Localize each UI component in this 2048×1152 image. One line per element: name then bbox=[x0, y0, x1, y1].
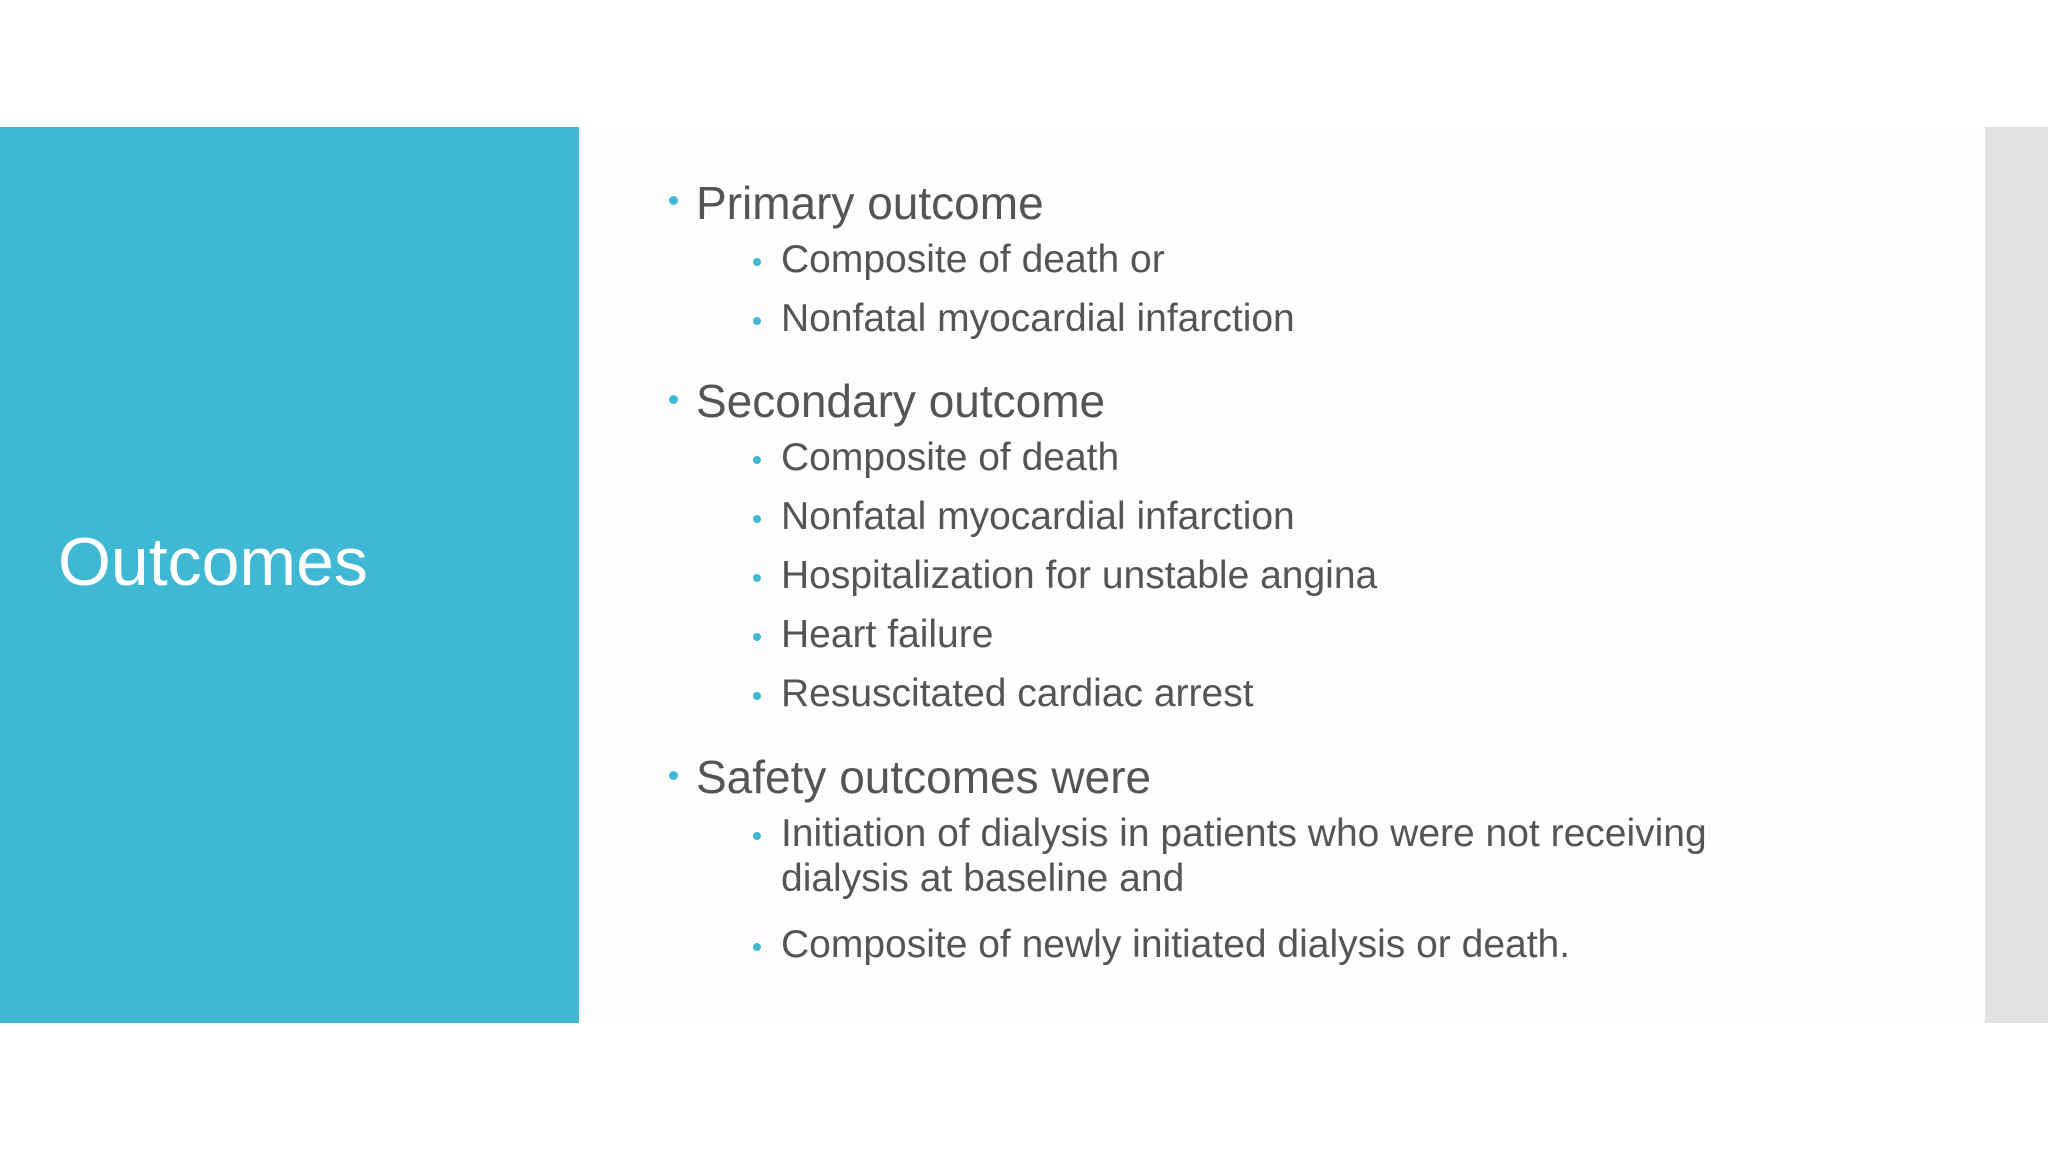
list-item: Composite of death bbox=[781, 436, 1120, 479]
list-item: Nonfatal myocardial infarction bbox=[781, 495, 1295, 538]
list-item: Composite of death or bbox=[781, 238, 1165, 281]
bullet-icon bbox=[669, 196, 678, 205]
bullet-icon bbox=[669, 395, 678, 404]
list-item: Hospitalization for unstable angina bbox=[781, 554, 1378, 597]
bullet-icon bbox=[753, 574, 761, 582]
list-item: Heart failure bbox=[781, 613, 994, 656]
bullet-icon bbox=[753, 943, 761, 951]
section-heading-secondary: Secondary outcome bbox=[696, 375, 1106, 427]
list-item: Composite of newly initiated dialysis or death. bbox=[781, 923, 1571, 966]
list-item: Initiation of dialysis in patients who were not receiving bbox=[781, 812, 1707, 855]
list-item-continuation: dialysis at baseline and bbox=[781, 857, 1185, 900]
bullet-icon bbox=[669, 771, 678, 780]
section-heading-primary: Primary outcome bbox=[696, 177, 1044, 229]
bullet-icon bbox=[753, 515, 761, 523]
list-item: Resuscitated cardiac arrest bbox=[781, 672, 1254, 715]
bullet-icon bbox=[753, 633, 761, 641]
section-heading-safety: Safety outcomes were bbox=[696, 751, 1152, 803]
bullet-icon bbox=[753, 258, 761, 266]
bullet-icon bbox=[753, 692, 761, 700]
bullet-icon bbox=[753, 317, 761, 325]
right-side-bar bbox=[1985, 127, 2048, 1023]
slide-title: Outcomes bbox=[58, 524, 368, 600]
list-item: Nonfatal myocardial infarction bbox=[781, 297, 1295, 340]
bullet-icon bbox=[753, 456, 761, 464]
bullet-icon bbox=[753, 832, 761, 840]
